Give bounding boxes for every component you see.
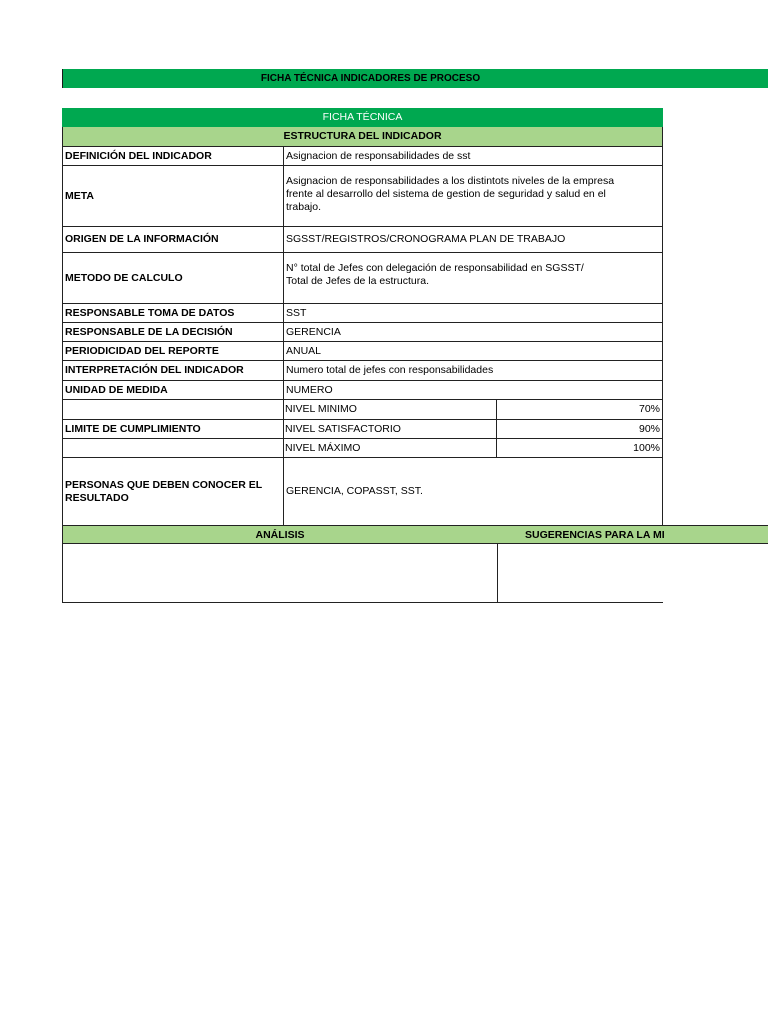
- metodo-label: METODO DE CALCULO: [63, 253, 284, 303]
- estructura-title: ESTRUCTURA DEL INDICADOR: [63, 127, 663, 146]
- row-definicion: [62, 147, 663, 166]
- nivel-satisfactorio-label: NIVEL SATISFACTORIO: [283, 420, 497, 438]
- row-nivel-minimo: [62, 400, 663, 420]
- row-nivel-maximo: [62, 439, 663, 458]
- estructura-title-row: [62, 127, 663, 147]
- limite-label: LIMITE DE CUMPLIMIENTO: [62, 400, 284, 458]
- row-interpretacion: [62, 361, 663, 381]
- ficha-title: FICHA TÉCNICA: [62, 108, 663, 127]
- sheet-banner: FICHA TÉCNICA INDICADORES DE PROCESO: [62, 69, 768, 88]
- row-responsable-datos: [62, 304, 663, 323]
- sugerencias-header: SUGERENCIAS PARA LA MI: [497, 525, 768, 544]
- responsable-datos-value: SST: [284, 304, 663, 322]
- unidad-value: NUMERO: [284, 381, 663, 399]
- personas-value: GERENCIA, COPASST, SST.: [284, 458, 663, 525]
- periodicidad-value: ANUAL: [284, 342, 663, 360]
- ficha-title-row: [62, 108, 663, 127]
- nivel-maximo-label: NIVEL MÁXIMO: [283, 439, 497, 457]
- definicion-value: Asignacion de responsabilidades de sst: [284, 147, 663, 165]
- nivel-minimo-value: 70%: [497, 400, 663, 419]
- row-responsable-decision: [62, 323, 663, 342]
- row-metodo: [62, 253, 663, 304]
- responsable-decision-value: GERENCIA: [284, 323, 663, 341]
- origen-label: ORIGEN DE LA INFORMACIÓN: [63, 227, 284, 252]
- meta-label: META: [63, 166, 284, 226]
- unidad-label: UNIDAD DE MEDIDA: [63, 381, 284, 399]
- interpretacion-label: INTERPRETACIÓN DEL INDICADOR: [63, 361, 284, 380]
- origen-value: SGSST/REGISTROS/CRONOGRAMA PLAN DE TRABAJO: [284, 227, 663, 252]
- sugerencias-area[interactable]: [497, 544, 663, 603]
- periodicidad-label: PERIODICIDAD DEL REPORTE: [63, 342, 284, 360]
- metodo-value-line1: N° total de Jefes con delegación de responsabilidad en SGSST/: [286, 262, 584, 274]
- row-personas: [62, 458, 663, 525]
- analisis-header: ANÁLISIS: [62, 525, 498, 544]
- metodo-value: [284, 253, 663, 303]
- personas-label: [63, 458, 284, 525]
- definicion-label: DEFINICIÓN DEL INDICADOR: [63, 147, 284, 165]
- row-periodicidad: [62, 342, 663, 361]
- row-nivel-satisfactorio: [62, 420, 663, 439]
- nivel-minimo-label: NIVEL MINIMO: [283, 400, 497, 419]
- row-meta: [62, 166, 663, 227]
- meta-value: Asignacion de responsabilidades a los distintots niveles de la empresa frente al desarrollo del sistema de gestion de seguridad y salud en el trabajo.: [284, 166, 663, 226]
- nivel-maximo-value: 100%: [497, 439, 663, 457]
- metodo-value-line2: Total de Jefes de la estructura.: [286, 275, 429, 287]
- nivel-satisfactorio-value: 90%: [497, 420, 663, 438]
- analisis-area[interactable]: [62, 544, 498, 603]
- responsable-decision-label: RESPONSABLE DE LA DECISIÓN: [63, 323, 284, 341]
- interpretacion-value: Numero total de jefes con responsabilidades: [284, 361, 663, 380]
- responsable-datos-label: RESPONSABLE TOMA DE DATOS: [63, 304, 284, 322]
- personas-label-line1: PERSONAS QUE DEBEN CONOCER EL: [65, 478, 263, 491]
- row-unidad: [62, 381, 663, 400]
- personas-label-line2: RESULTADO: [65, 491, 129, 504]
- row-origen: [62, 227, 663, 253]
